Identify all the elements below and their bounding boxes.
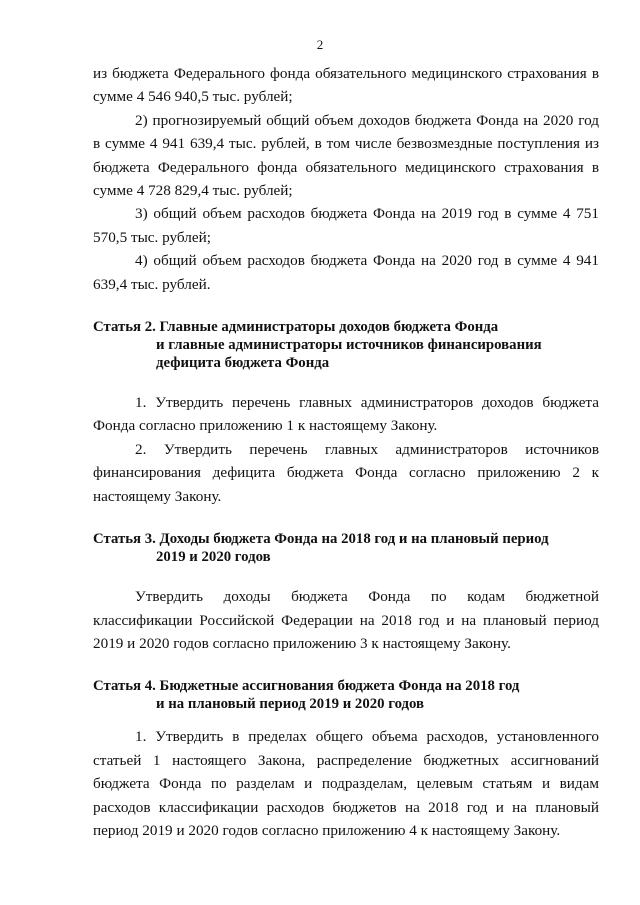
article-heading-line: и на плановый период 2019 и 2020 годов — [156, 696, 425, 713]
document-body — [93, 62, 599, 842]
article-heading — [93, 530, 599, 566]
article-heading-line: и главные администраторы источников финансирования — [156, 337, 542, 354]
page-number: 2 — [316, 37, 324, 52]
article-heading-line: дефицита бюджета Фонда — [156, 355, 330, 372]
article-heading-line: Статья 3. Доходы бюджета Фонда на 2018 год и на плановый период — [93, 531, 549, 548]
paragraph: Утвердить доходы бюджета Фонда по кодам бюджетной классификации Российской Федерации на 2018 год и на плановый период 2019 и 2020 годов согласно приложению 3 к настоящему Закону. — [93, 588, 599, 652]
paragraph: 2) прогнозируемый общий объем доходов бюджета Фонда на 2020 год в сумме 4 941 639,4 тыс. рублей, в том числе безвозмездные поступления из бюджета Федерального фонда обязательного медицинского страхования в сумме 4 728 829,4 тыс. рублей; — [93, 111, 599, 200]
article-heading — [93, 677, 599, 713]
paragraph: 2. Утвердить перечень главных администраторов источников финансирования дефицита бюджета Фонда согласно приложению 2 к настоящему Закону. — [93, 440, 599, 505]
article-2 — [93, 318, 599, 508]
article-heading-line: Статья 2. Главные администраторы доходов бюджета Фонда — [93, 319, 499, 336]
paragraph: из бюджета Федерального фонда обязательного медицинского страхования в сумме 4 546 940,5 тыс. рублей; — [93, 65, 599, 106]
paragraph: 1. Утвердить перечень главных администраторов доходов бюджета Фонда согласно приложению 1 к настоящему Закону. — [93, 394, 599, 435]
article-1-continuation — [93, 62, 599, 296]
article-4 — [93, 677, 599, 842]
paragraph: 4) общий объем расходов бюджета Фонда на 2020 год в сумме 4 941 639,4 тыс. рублей. — [93, 252, 599, 293]
paragraph: 3) общий объем расходов бюджета Фонда на 2019 год в сумме 4 751 570,5 тыс. рублей; — [93, 205, 599, 246]
article-heading-line: 2019 и 2020 годов — [156, 549, 271, 566]
paragraph: 1. Утвердить в пределах общего объема расходов, установленного статьей 1 настоящего Закона, распределение бюджетных ассигнований бюджета Фонда по разделам и подразделам, целевым статьям и видам расходов классификации расходов бюджетов на 2018 год и на плановый период 2019 и 2020 годов согласно приложению 4 к настоящему Закону. — [93, 728, 599, 839]
article-heading — [93, 318, 599, 372]
article-3 — [93, 530, 599, 655]
article-heading-line: Статья 4. Бюджетные ассигнования бюджета Фонда на 2018 год — [93, 678, 520, 695]
